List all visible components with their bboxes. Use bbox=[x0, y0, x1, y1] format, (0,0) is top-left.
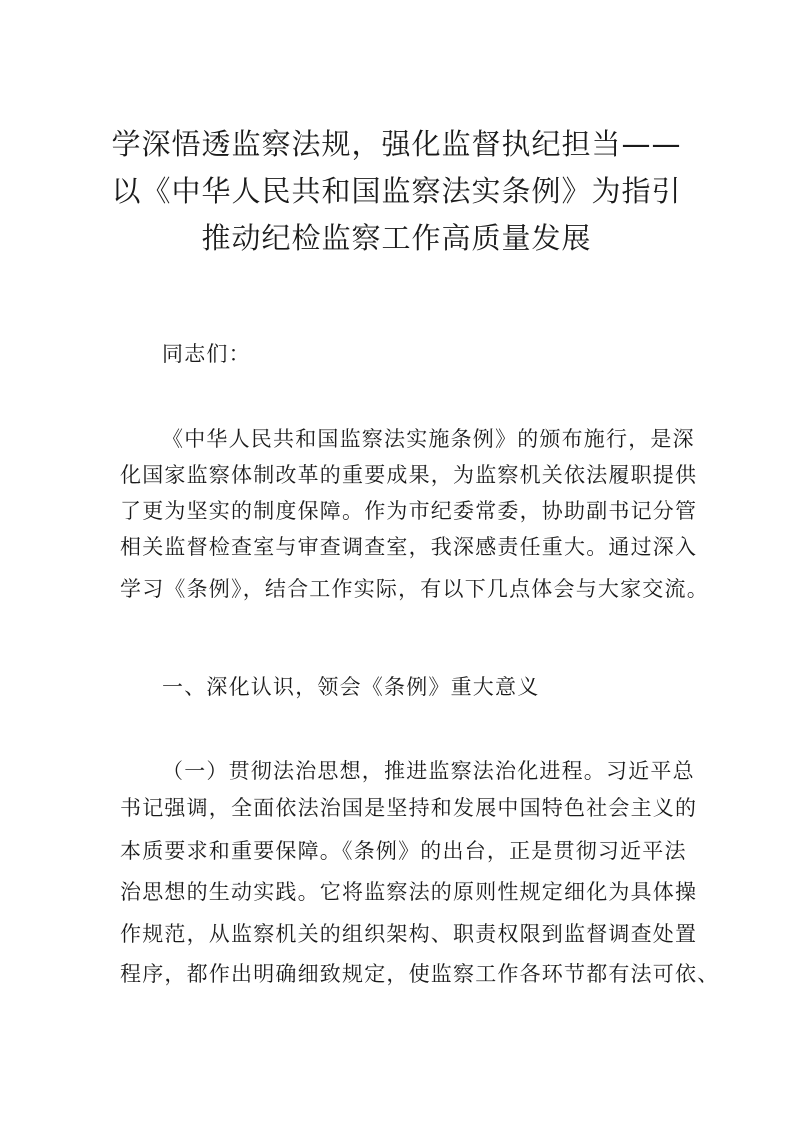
title-line-2: 以《中华人民共和国监察法实条例》为指引 bbox=[111, 174, 682, 208]
paragraph-line: 《中华人民共和国监察法实施条例》的颁布施行，是深 bbox=[162, 427, 695, 451]
paragraph-line: 了更为坚实的制度保障。作为市纪委常委，协助副书记分管 bbox=[120, 499, 698, 523]
title-line-1: 学深悟透监察法规，强化监督执纪担当—— bbox=[111, 127, 682, 161]
paragraph-line: 作规范，从监察机关的组织架构、职责权限到监督调查处置 bbox=[120, 922, 698, 946]
title-line-3: 推动纪检监察工作高质量发展 bbox=[201, 221, 592, 255]
paragraph-line: 程序，都作出明确细致规定，使监察工作各环节都有法可依、 bbox=[120, 962, 720, 986]
paragraph-line: （一）贯彻法治思想，推进监察法治化进程。习近平总 bbox=[162, 759, 695, 783]
paragraph-line: 化国家监察体制改革的重要成果，为监察机关依法履职提供 bbox=[120, 463, 698, 487]
paragraph-line: 相关监督检查室与审查调查室，我深感责任重大。通过深入 bbox=[120, 535, 698, 559]
section-heading: 一、深化认识，领会《条例》重大意义 bbox=[162, 675, 540, 699]
paragraph-line: 书记强调，全面依法治国是坚持和发展中国特色社会主义的 bbox=[120, 796, 698, 820]
paragraph-line: 学习《条例》，结合工作实际，有以下几点体会与大家交流。 bbox=[120, 577, 709, 601]
salutation: 同志们： bbox=[162, 342, 251, 366]
paragraph-line: 本质要求和重要保障。《条例》的出台，正是贯彻习近平法 bbox=[120, 839, 687, 863]
document-title bbox=[100, 121, 693, 262]
paragraph-line: 治思想的生动实践。它将监察法的原则性规定细化为具体操 bbox=[120, 880, 698, 904]
